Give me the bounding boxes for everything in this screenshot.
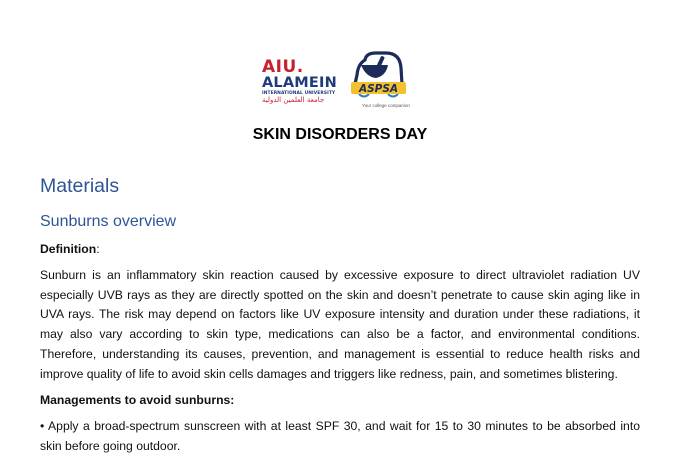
definition-label-colon: :: [96, 242, 100, 256]
managements-heading: Managements to avoid sunburns:: [40, 393, 235, 407]
aiu-logo-arabic: جامعة العلمين الدولية: [262, 96, 325, 104]
aspsa-logo-text: ASPSA: [358, 83, 399, 95]
aiu-logo: [262, 59, 336, 105]
header-logos: [0, 50, 680, 110]
aspsa-logo: [348, 50, 408, 110]
aspsa-tagline: Your college companion: [362, 103, 410, 108]
document-title: SKIN DISORDERS DAY: [252, 126, 428, 143]
heading-materials: Materials: [40, 175, 120, 197]
aiu-logo-name: ALAMEIN: [262, 75, 337, 91]
aiu-logo-mark: AIU.: [262, 57, 304, 77]
definition-label: [40, 240, 640, 260]
aiu-logo-subtitle: INTERNATIONAL UNIVERSITY: [262, 91, 336, 96]
heading-sunburns-overview: Sunburns overview: [40, 213, 177, 230]
definition-label-text: Definition: [40, 242, 97, 256]
definition-paragraph: Sunburn is an inflammatory skin reaction caused by excessive exposure to direct ultraviolet radiation UV especially UVB rays as they are directly spotted on the skin and doesn’t penetrate to cause skin aging like in UVA rays. The risk may depend on factors like UV exposure intensity and duration under these radiations, it may also vary according to skin type, medications can also be a factor, and environmental conditions. Therefore, understanding its causes, prevention, and management is essential to reduce health risks and improve quality of life to avoid skin cells damages and triggers like redness, pain, and sometimes blistering.: [40, 268, 640, 381]
bullet-item: • Apply a broad-spectrum sunscreen with at least SPF 30, and wait for 15 to 30 minutes to be absorbed into skin before going outdoor.: [40, 419, 640, 453]
